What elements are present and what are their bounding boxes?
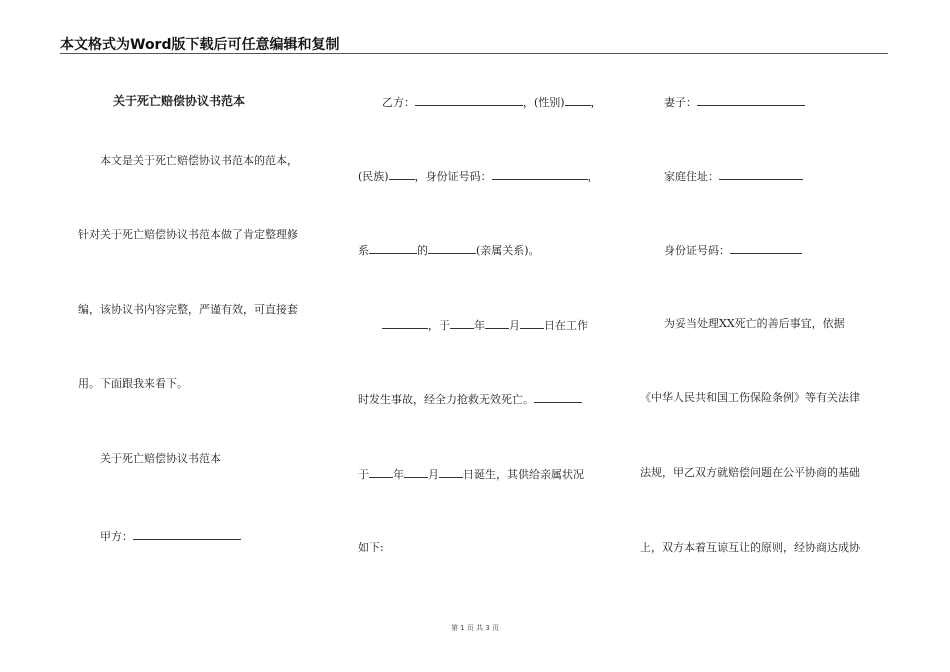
- relation-blank-2: [428, 242, 476, 254]
- page-number: 第 1 页 共 3 页: [450, 624, 500, 632]
- intro-line-1: 本文是关于死亡赔偿协议书范本的范本，: [100, 154, 298, 167]
- name-blank: [382, 317, 428, 329]
- birth-day-blank: [439, 466, 463, 478]
- ethnicity-label: (民族): [358, 170, 389, 183]
- intro-line-4: 用。下面跟我来看下。: [78, 377, 188, 390]
- deceased-blank: [534, 391, 582, 403]
- purpose-line-2: 《中华人民共和国工伤保险条例》等有关法律: [640, 391, 860, 404]
- birth-month-blank: [404, 466, 428, 478]
- accident-line: [358, 391, 582, 407]
- birth-yu: 于: [358, 468, 369, 481]
- id-blank: [492, 168, 588, 180]
- address-line: [664, 168, 803, 184]
- birth-day-label: 日诞生，其供给亲属状况: [463, 468, 584, 481]
- address-blank: [719, 168, 803, 180]
- as-follows: 如下:: [358, 541, 384, 554]
- party-a-line: [100, 528, 241, 544]
- relation-suffix: (亲属关系)。: [476, 244, 540, 257]
- year-blank: [450, 317, 474, 329]
- wife-id-line: [664, 242, 802, 258]
- id-label: ，身份证号码：: [414, 170, 492, 183]
- page-header-title: 本文格式为Word版下载后可任意编辑和复制: [60, 37, 340, 53]
- day-blank: [520, 317, 544, 329]
- intro-line-2: 针对关于死亡赔偿协议书范本做了肯定整理修: [78, 228, 298, 241]
- accident-date-line: [382, 317, 588, 333]
- day-label: 日在工作: [544, 319, 588, 332]
- party-b-label: 乙方：: [382, 96, 415, 109]
- month-label: 月: [509, 319, 520, 332]
- birth-year-blank: [369, 466, 393, 478]
- address-label: 家庭住址：: [664, 170, 719, 183]
- comma: ，: [587, 170, 599, 183]
- month-blank: [485, 317, 509, 329]
- comma: ，: [590, 96, 602, 109]
- party-b-name-blank: [415, 94, 523, 106]
- party-a-blank: [133, 528, 241, 540]
- birth-year-label: 年: [393, 468, 404, 481]
- wife-id-label: 身份证号码：: [664, 244, 730, 257]
- party-b-line: [382, 94, 602, 110]
- birth-month-label: 月: [428, 468, 439, 481]
- purpose-line-3: 法规，甲乙双方就赔偿问题在公平协商的基础: [640, 466, 860, 479]
- wife-id-blank: [730, 242, 802, 254]
- accident-yu: ，于: [428, 319, 450, 332]
- relation-line: [358, 242, 540, 258]
- ethnicity-blank: [389, 168, 415, 180]
- gender-blank: [565, 94, 591, 106]
- agreement-subtitle: 关于死亡赔偿协议书范本: [100, 452, 221, 465]
- party-a-label: 甲方：: [100, 530, 133, 543]
- wife-label: 妻子：: [664, 96, 697, 109]
- relation-blank-1: [369, 242, 417, 254]
- relation-prefix: 系: [358, 244, 369, 257]
- purpose-line-1: 为妥当处理XX死亡的善后事宜，依据: [664, 317, 845, 330]
- gender-label: ，(性别): [523, 96, 565, 109]
- accident-text: 时发生事故，经全力抢救无效死亡。: [358, 393, 534, 406]
- birth-line: [358, 466, 584, 482]
- ethnicity-id-line: [358, 168, 599, 184]
- purpose-line-4: 上，双方本着互谅互让的原则，经协商达成协: [640, 541, 860, 554]
- year-label: 年: [474, 319, 485, 332]
- wife-blank: [697, 94, 805, 106]
- wife-line: [664, 94, 805, 110]
- header-rule: [60, 53, 888, 54]
- doc-title: 关于死亡赔偿协议书范本: [113, 94, 246, 108]
- relation-of: 的: [417, 244, 428, 257]
- intro-line-3: 编，该协议书内容完整，严谨有效，可直接套: [78, 303, 298, 316]
